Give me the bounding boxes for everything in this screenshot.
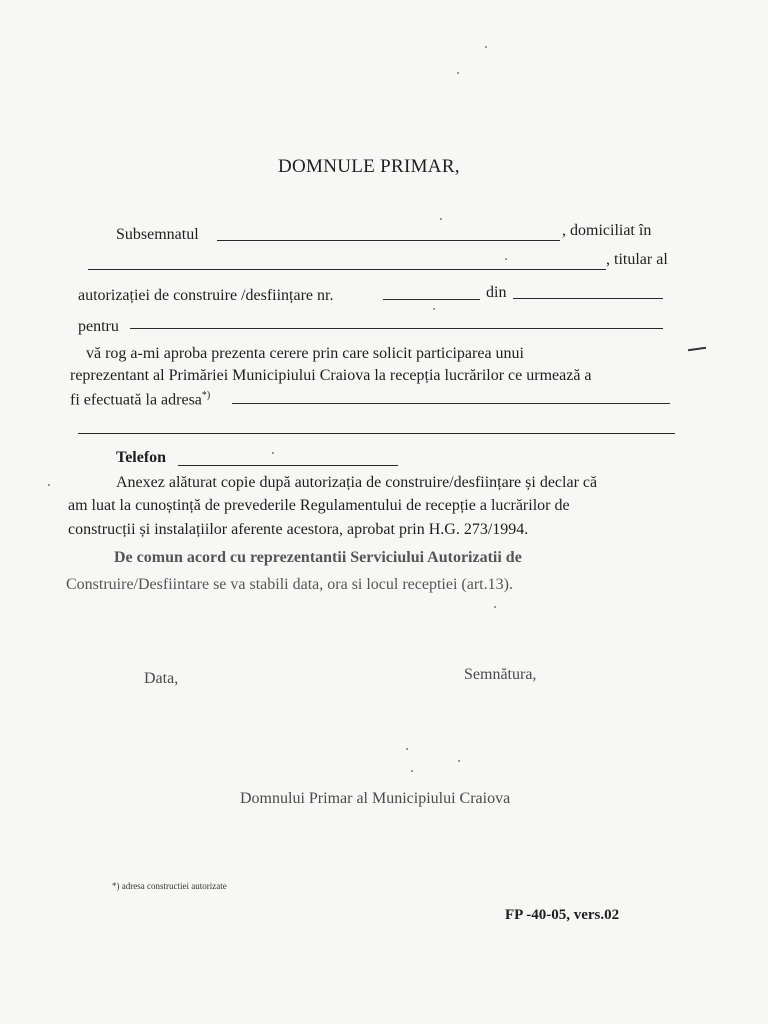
footnote-text: *) adresa constructiei autorizate [112,881,227,891]
signature-label: Semnătura, [464,666,537,683]
date-label: Data, [144,670,179,687]
addressee-line: Domnului Primar al Municipiului Craiova [240,790,511,807]
acord-line-1: De comun acord cu reprezentantii Serviciului Autorizatii de [114,549,522,566]
titular-label: , titular al [606,251,668,268]
scan-speck [48,484,50,486]
anexez-line-3: construcții și instalațiilor aferente acestora, aprobat prin H.G. 273/1994. [68,521,529,538]
scan-speck [433,308,435,310]
site-address-line-2[interactable] [78,433,675,434]
site-address-line[interactable] [232,403,670,404]
request-line-2: reprezentant al Primăriei Municipiului Craiova la recepția lucrărilor ce urmează a [70,367,592,384]
footnote-mark: *) [201,390,211,401]
autorizatie-label: autorizației de construire /desființare nr. [78,287,334,304]
anexez-line-1: Anexez alăturat copie după autorizația de construire/desființare și declar că [116,474,598,491]
scan-speck [457,72,459,74]
scan-speck [406,748,408,750]
scan-speck [411,770,413,772]
scan-speck [440,218,442,220]
anexez-line-2: am luat la cunoștință de prevederile Regulamentului de recepție a lucrărilor de [68,497,570,514]
domiciliat-label: , domiciliat în [562,222,652,239]
domicile-field-line[interactable] [88,269,606,270]
page-title: DOMNULE PRIMAR, [278,156,460,177]
request-line-1: vă rog a-mi aproba prezenta cerere prin care solicit participarea unui [86,345,524,362]
authorization-date-line[interactable] [513,298,663,299]
acord-line-2: Construire/Desfiintare se va stabili data, ora si locul receptiei (art.13). [66,576,513,593]
form-code: FP -40-05, vers.02 [505,907,620,923]
pentru-label: pentru [78,318,119,335]
telefon-label: Telefon [116,449,167,466]
subsemnatul-label: Subsemnatul [116,226,199,243]
scan-mark [688,347,706,351]
authorization-number-line[interactable] [383,299,480,300]
scan-speck [485,46,487,48]
request-line-3: fi efectuată la adresa [70,391,202,409]
scan-speck [458,760,460,762]
phone-field-line[interactable] [178,465,398,466]
purpose-field-line[interactable] [130,328,663,329]
scan-speck [494,606,496,608]
scan-speck [272,452,274,454]
name-field-line[interactable] [217,240,560,241]
din-label: din [486,284,507,301]
scan-speck [505,258,507,260]
